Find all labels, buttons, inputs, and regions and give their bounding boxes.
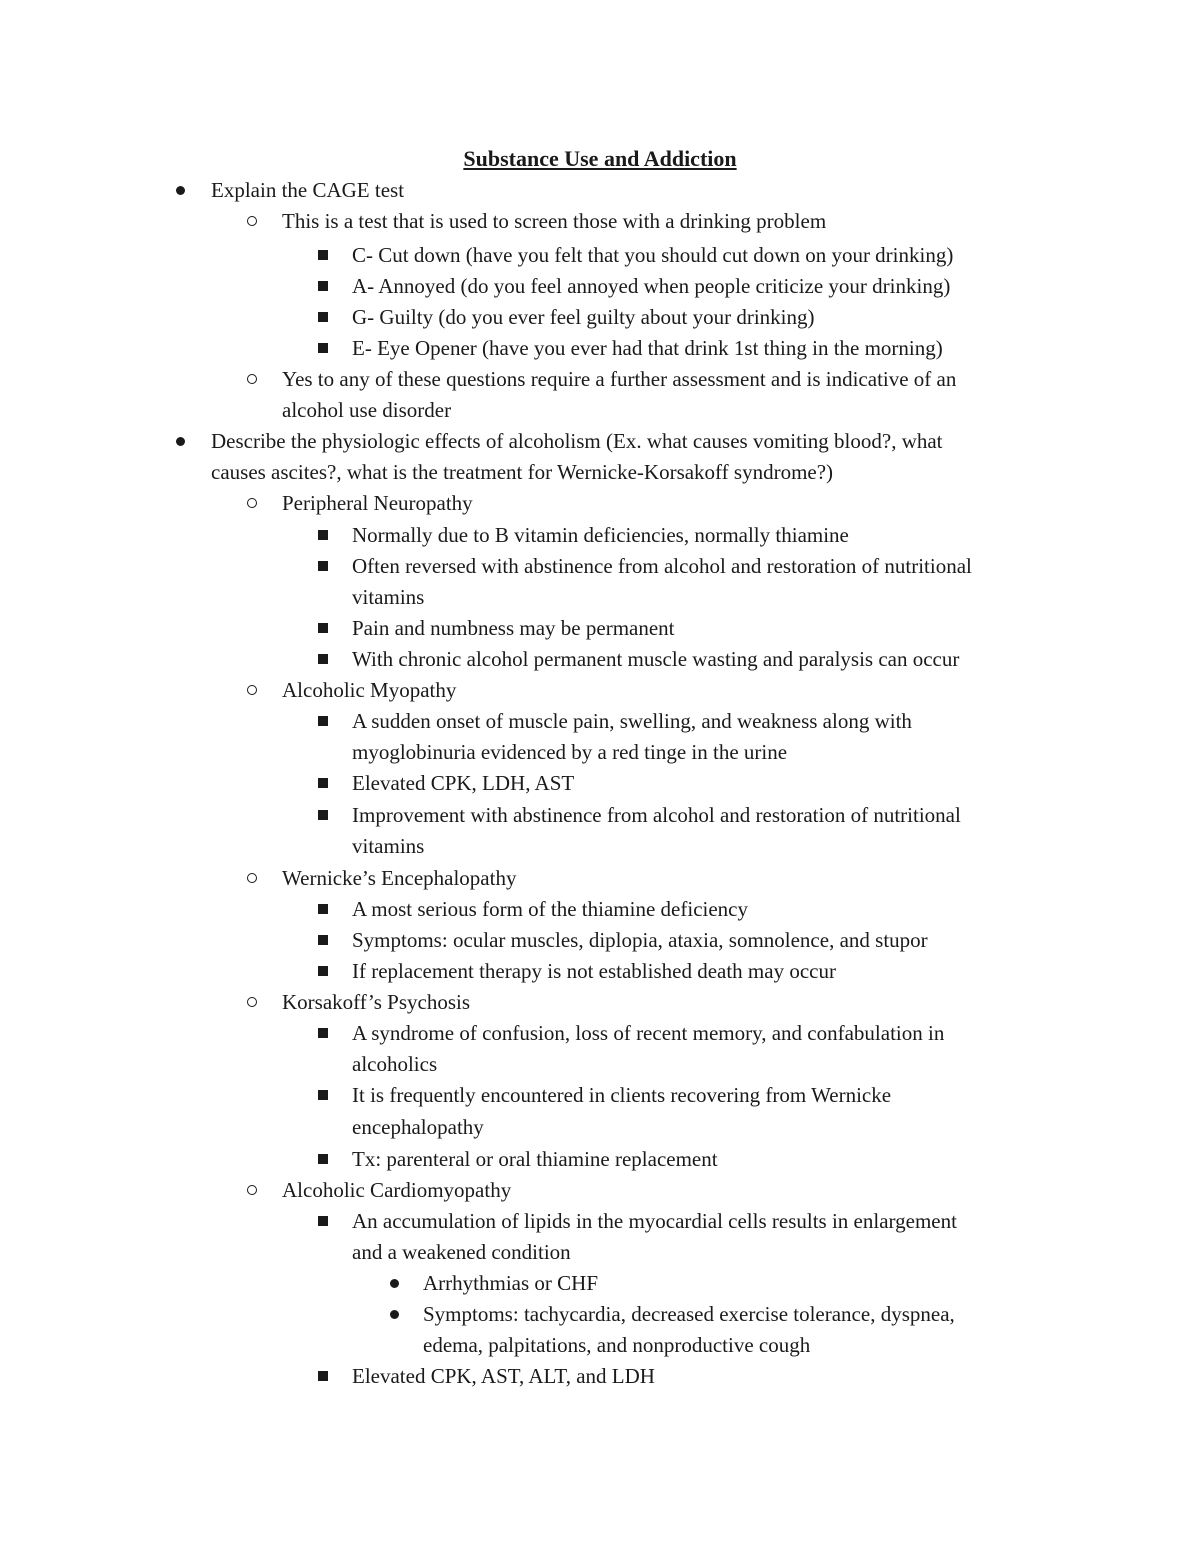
- list-item: A syndrome of confusion, loss of recent memory, and confabulation in: [352, 1021, 945, 1045]
- list-item-continuation: myoglobinuria evidenced by a red tinge in the urine: [352, 740, 788, 764]
- list-item: Korsakoff’s Psychosis: [282, 990, 471, 1014]
- list-item: An accumulation of lipids in the myocardial cells results in enlargement: [352, 1209, 957, 1233]
- bullet-circle-icon: [247, 1175, 257, 1206]
- list-item-continuation: alcohol use disorder: [282, 398, 452, 422]
- list-item: Pain and numbness may be permanent: [352, 616, 675, 640]
- list-item-continuation: causes ascites?, what is the treatment for Wernicke-Korsakoff syndrome?): [211, 460, 834, 484]
- bullet-circle-icon: [247, 364, 257, 395]
- list-item: It is frequently encountered in clients recovering from Wernicke: [352, 1083, 892, 1107]
- bullet-square-icon: [318, 1361, 328, 1392]
- list-item: Arrhythmias or CHF: [423, 1271, 598, 1295]
- list-item: Explain the CAGE test: [211, 178, 405, 202]
- list-item: Symptoms: tachycardia, decreased exercise tolerance, dyspnea,: [423, 1302, 955, 1326]
- bullet-square-icon: [318, 613, 328, 644]
- list-item-continuation: encephalopathy: [352, 1115, 484, 1139]
- list-item-continuation: vitamins: [352, 834, 425, 858]
- bullet-square-icon: [318, 333, 328, 364]
- list-item: Often reversed with abstinence from alcohol and restoration of nutritional: [352, 554, 972, 578]
- bullet-disc-icon: [390, 1268, 399, 1299]
- list-item: Elevated CPK, AST, ALT, and LDH: [352, 1364, 655, 1388]
- list-item: G- Guilty (do you ever feel guilty about your drinking): [352, 305, 815, 329]
- list-item: Elevated CPK, LDH, AST: [352, 771, 575, 795]
- list-item: A- Annoyed (do you feel annoyed when people criticize your drinking): [352, 274, 951, 298]
- list-item-continuation: edema, palpitations, and nonproductive cough: [423, 1333, 811, 1357]
- list-item: A most serious form of the thiamine deficiency: [352, 897, 748, 921]
- list-item: C- Cut down (have you felt that you should cut down on your drinking): [352, 243, 954, 267]
- bullet-circle-icon: [247, 863, 257, 894]
- bullet-disc-icon: [176, 175, 185, 206]
- bullet-square-icon: [318, 800, 328, 831]
- bullet-square-icon: [318, 644, 328, 675]
- bullet-square-icon: [318, 706, 328, 737]
- list-item: Alcoholic Cardiomyopathy: [282, 1178, 512, 1202]
- bullet-square-icon: [318, 894, 328, 925]
- bullet-square-icon: [318, 1018, 328, 1049]
- list-item: This is a test that is used to screen those with a drinking problem: [282, 209, 827, 233]
- bullet-square-icon: [318, 551, 328, 582]
- bullet-square-icon: [318, 925, 328, 956]
- bullet-circle-icon: [247, 206, 257, 237]
- bullet-square-icon: [318, 956, 328, 987]
- bullet-square-icon: [318, 240, 328, 271]
- bullet-square-icon: [318, 302, 328, 333]
- bullet-circle-icon: [247, 488, 257, 519]
- bullet-square-icon: [318, 271, 328, 302]
- list-item: With chronic alcohol permanent muscle wasting and paralysis can occur: [352, 647, 960, 671]
- list-item: Symptoms: ocular muscles, diplopia, ataxia, somnolence, and stupor: [352, 928, 928, 952]
- list-item: E- Eye Opener (have you ever had that drink 1st thing in the morning): [352, 336, 943, 360]
- bullet-disc-icon: [390, 1299, 399, 1330]
- bullet-disc-icon: [176, 426, 185, 457]
- list-item: Alcoholic Myopathy: [282, 678, 457, 702]
- bullet-square-icon: [318, 1080, 328, 1111]
- list-item-continuation: and a weakened condition: [352, 1240, 571, 1264]
- list-item: Yes to any of these questions require a further assessment and is indicative of an: [282, 367, 957, 391]
- list-item: Normally due to B vitamin deficiencies, normally thiamine: [352, 523, 849, 547]
- list-item: If replacement therapy is not established death may occur: [352, 959, 836, 983]
- list-item: A sudden onset of muscle pain, swelling, and weakness along with: [352, 709, 912, 733]
- bullet-circle-icon: [247, 987, 257, 1018]
- bullet-circle-icon: [247, 675, 257, 706]
- bullet-square-icon: [318, 1206, 328, 1237]
- list-item: Peripheral Neuropathy: [282, 491, 473, 515]
- list-item: Wernicke’s Encephalopathy: [282, 866, 517, 890]
- document-title: Substance Use and Addiction: [463, 146, 737, 171]
- list-item: Improvement with abstinence from alcohol and restoration of nutritional: [352, 803, 961, 827]
- bullet-square-icon: [318, 1144, 328, 1175]
- list-item-continuation: alcoholics: [352, 1052, 438, 1076]
- list-item: Tx: parenteral or oral thiamine replacement: [352, 1147, 718, 1171]
- list-item-continuation: vitamins: [352, 585, 425, 609]
- bullet-square-icon: [318, 768, 328, 799]
- list-item: Describe the physiologic effects of alcoholism (Ex. what causes vomiting blood?, what: [211, 429, 943, 453]
- bullet-square-icon: [318, 520, 328, 551]
